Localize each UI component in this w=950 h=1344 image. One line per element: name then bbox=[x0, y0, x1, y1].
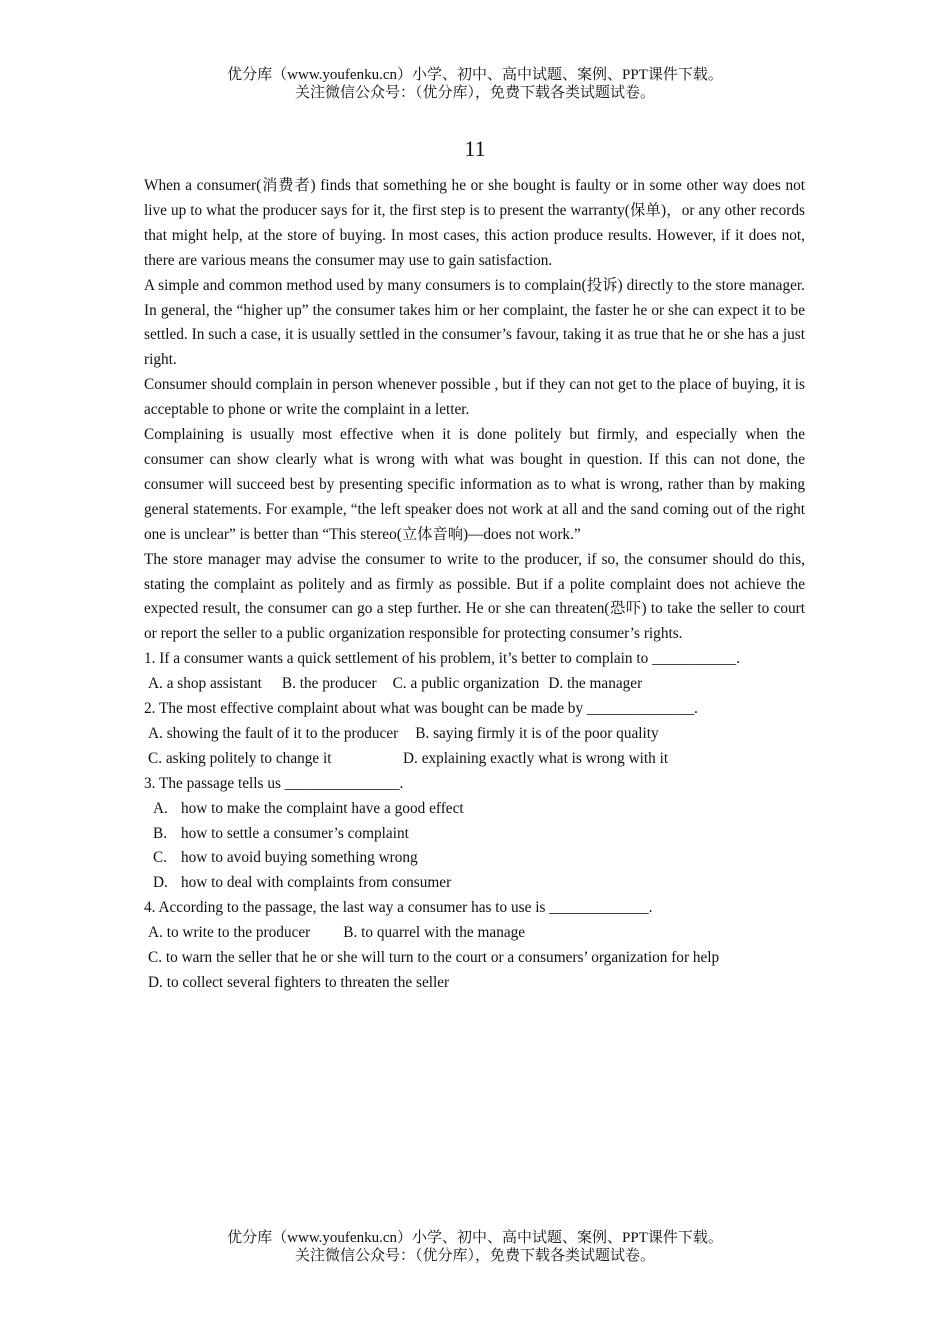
q3-option-c-text: how to avoid buying something wrong bbox=[181, 849, 418, 867]
q4-option-d: D. to collect several fighters to threaten the seller bbox=[148, 974, 450, 991]
q3-option-c bbox=[144, 846, 805, 871]
footer-line-1: 优分库（www.youfenku.cn）小学、初中、高中试题、案例、PPT课件下载。 bbox=[227, 1230, 723, 1246]
q2-option-d: D. explaining exactly what is wrong with it bbox=[403, 749, 669, 767]
question-1-options bbox=[144, 672, 805, 697]
q3-option-d-text: how to deal with complaints from consumer bbox=[181, 874, 452, 892]
paragraph-1: When a consumer(消费者) finds that something he or she bought is faulty or in some other way does not live up to what the producer says for it, the first step is to present the warranty(保单)，or any other records that might help, at the store of buying. In most cases, this action produce results. However, if it does not, there are various means the consumer may use to gain satisfaction. bbox=[144, 177, 805, 269]
q2-option-c: C. asking politely to change it bbox=[148, 749, 332, 767]
passage-content bbox=[144, 174, 805, 996]
page-title: 11 bbox=[464, 136, 486, 161]
q3-option-b-text: how to settle a consumer’s complaint bbox=[181, 824, 409, 842]
header-line-2: 关注微信公众号：（优分库），免费下载各类试题试卷。 bbox=[294, 85, 655, 101]
q3-option-c-letter: C. bbox=[153, 849, 168, 867]
question-4-options-row-1 bbox=[144, 921, 805, 946]
q1-option-d: D. the manager bbox=[548, 675, 643, 693]
footer-line-2: 关注微信公众号：（优分库），免费下载各类试题试卷。 bbox=[294, 1248, 655, 1264]
page-footer bbox=[0, 1229, 950, 1265]
q3-option-b-letter: B. bbox=[153, 824, 168, 842]
header-line-1: 优分库（www.youfenku.cn）小学、初中、高中试题、案例、PPT课件下载。 bbox=[227, 67, 723, 83]
q4-option-a: A. to write to the producer bbox=[148, 924, 311, 942]
q2-option-b: B. saying firmly it is of the poor quality bbox=[415, 724, 659, 742]
q3-option-d-letter: D. bbox=[153, 874, 168, 892]
q3-option-a-letter: A. bbox=[153, 799, 168, 817]
q1-option-c: C. a public organization bbox=[392, 675, 540, 693]
question-4-stem: 4. According to the passage, the last way a consumer has to use is _____________. bbox=[144, 899, 653, 917]
q3-option-d bbox=[144, 871, 805, 896]
paragraph-5: The store manager may advise the consumer to write to the producer, if so, the consumer should do this, stating the complaint as politely and as firmly as possible. But if a polite complaint does not achieve the expected result, the consumer can go a step further. He or she can threaten(恐吓) to take the seller to court or report the seller to a public organization responsible for protecting consumer’s rights. bbox=[144, 550, 805, 643]
page-header bbox=[0, 66, 950, 102]
q3-option-a bbox=[144, 797, 805, 822]
question-3-stem: 3. The passage tells us _______________. bbox=[144, 774, 404, 792]
q1-option-b: B. the producer bbox=[281, 675, 377, 693]
paragraph-3: Consumer should complain in person whenever possible , but if they can not get to the place of buying, it is acceptable to phone or write the complaint in a letter. bbox=[144, 376, 805, 419]
q1-option-a: A. a shop assistant bbox=[148, 675, 262, 693]
q3-option-a-text: how to make the complaint have a good effect bbox=[181, 799, 464, 817]
q2-option-a: A. showing the fault of it to the producer bbox=[148, 724, 399, 742]
q4-option-c: C. to warn the seller that he or she will turn to the court or a consumers’ organization for help bbox=[148, 949, 720, 967]
q4-option-b: B. to quarrel with the manage bbox=[343, 924, 526, 942]
question-2-stem: 2. The most effective complaint about what was bought can be made by ______________. bbox=[144, 700, 698, 718]
paragraph-2: A simple and common method used by many consumers is to complain(投诉) directly to the store manager. In general, the “higher up” the consumer takes him or her complaint, the faster he or she can expect it to be settled. In such a case, it is usually settled in the consumer’s favour, taking it as true that he or she has a just right. bbox=[144, 276, 805, 369]
question-2-options-row-2 bbox=[144, 747, 805, 772]
paragraph-4: Complaining is usually most effective when it is done politely but firmly, and especially when the consumer can show clearly what is wrong with what was bought in question. If this can not done, the consumer will succeed best by presenting specific information as to what is wrong, rather than by making general statements. For example, “the left speaker does not work at all and the sand coming out of the right one is unclear” is better than “This stereo(立体音响)—does not work.” bbox=[144, 426, 805, 543]
question-1-stem: 1. If a consumer wants a quick settlement of his problem, it’s better to complain to ___________. bbox=[144, 650, 741, 668]
question-2-options-row-1 bbox=[144, 722, 805, 747]
q3-option-b bbox=[144, 822, 805, 847]
